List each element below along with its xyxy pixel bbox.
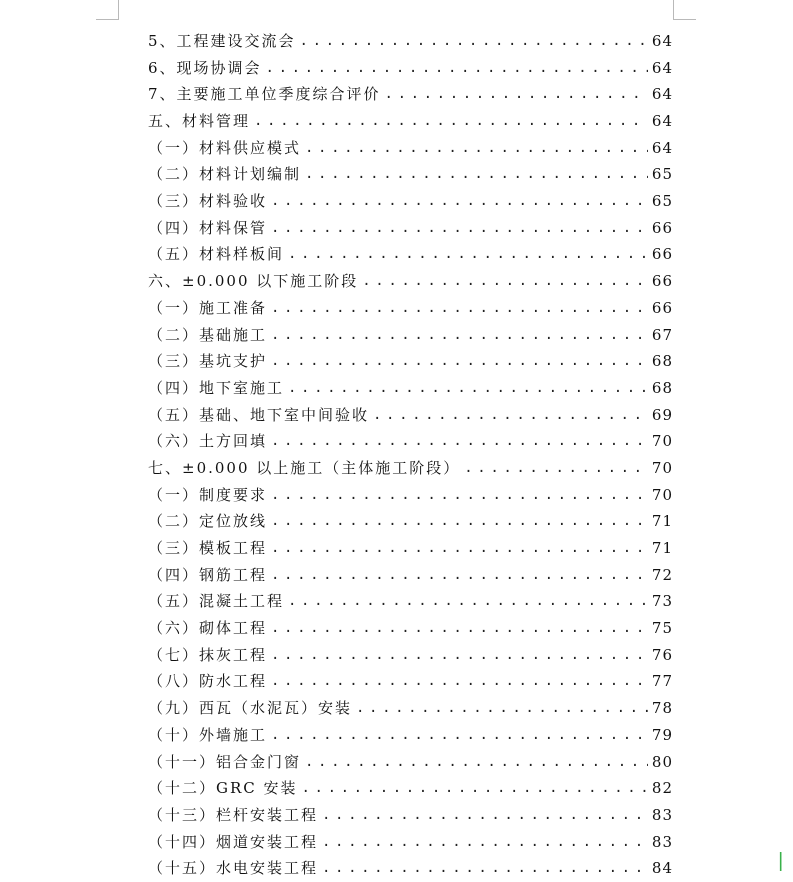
toc-leader-dots xyxy=(305,135,648,162)
toc-entry[interactable] xyxy=(148,749,673,776)
toc-entry-title: （一）施工准备 xyxy=(148,298,268,317)
toc-entry-page-number: 72 xyxy=(651,565,673,584)
toc-entry-page-number: 66 xyxy=(651,298,673,317)
toc-leader-dots xyxy=(271,482,648,509)
toc-entry-page-number: 73 xyxy=(651,592,673,611)
toc-leader-dots xyxy=(300,28,648,55)
toc-entry[interactable] xyxy=(148,188,673,215)
toc-entry[interactable] xyxy=(148,81,673,108)
toc-leader-dots xyxy=(254,108,648,135)
toc-entry-page-number: 68 xyxy=(651,378,673,397)
toc-entry[interactable] xyxy=(148,642,673,669)
toc-entry-page-number: 71 xyxy=(651,539,673,558)
toc-leader-dots xyxy=(288,242,648,269)
toc-entry[interactable] xyxy=(148,348,673,375)
toc-entry-page-number: 82 xyxy=(651,779,673,798)
toc-entry[interactable] xyxy=(148,28,673,55)
toc-entry-title: （四）材料保管 xyxy=(148,218,268,237)
toc-entry-title: 七、±0.000 以上施工（主体施工阶段） xyxy=(148,458,461,477)
scroll-indicator-icon: ▏ xyxy=(780,852,793,871)
toc-entry-page-number: 70 xyxy=(651,485,673,504)
toc-entry-page-number: 76 xyxy=(651,645,673,664)
toc-leader-dots xyxy=(322,829,648,856)
toc-entry-title: （九）西瓦（水泥瓦）安装 xyxy=(148,699,353,718)
toc-leader-dots xyxy=(271,642,648,669)
toc-entry-title: （二）基础施工 xyxy=(148,325,268,344)
toc-entry-title: （五）混凝土工程 xyxy=(148,592,285,611)
toc-entry-page-number: 70 xyxy=(651,458,673,477)
toc-leader-dots xyxy=(271,188,648,215)
toc-entry-title: （一）制度要求 xyxy=(148,485,268,504)
toc-entry[interactable] xyxy=(148,295,673,322)
toc-entry-page-number: 65 xyxy=(651,165,673,184)
toc-entry-page-number: 70 xyxy=(651,432,673,451)
toc-entry[interactable] xyxy=(148,482,673,509)
toc-entry-title: （十）外墙施工 xyxy=(148,725,268,744)
toc-entry-title: （八）防水工程 xyxy=(148,672,268,691)
toc-entry-page-number: 66 xyxy=(651,272,673,291)
toc-entry-title: 六、±0.000 以下施工阶段 xyxy=(148,272,359,291)
toc-entry-page-number: 80 xyxy=(651,752,673,771)
toc-entry-title: （五）基础、地下室中间验收 xyxy=(148,405,370,424)
table-of-contents xyxy=(148,28,673,882)
toc-leader-dots xyxy=(305,749,648,776)
toc-entry-page-number: 65 xyxy=(651,192,673,211)
toc-entry-title: （四）地下室施工 xyxy=(148,378,285,397)
toc-leader-dots xyxy=(373,402,648,429)
toc-entry-title: （十五）水电安装工程 xyxy=(148,859,319,878)
toc-entry[interactable] xyxy=(148,722,673,749)
toc-leader-dots xyxy=(288,375,648,402)
toc-entry-page-number: 69 xyxy=(651,405,673,424)
toc-entry[interactable] xyxy=(148,268,673,295)
toc-entry[interactable] xyxy=(148,562,673,589)
toc-entry[interactable] xyxy=(148,535,673,562)
toc-entry-page-number: 64 xyxy=(651,138,673,157)
crop-mark-top-right-vertical xyxy=(673,0,674,20)
toc-entry-page-number: 64 xyxy=(651,58,673,77)
toc-entry-page-number: 68 xyxy=(651,352,673,371)
toc-entry-title: （四）钢筋工程 xyxy=(148,565,268,584)
toc-entry-page-number: 83 xyxy=(651,805,673,824)
toc-entry[interactable] xyxy=(148,695,673,722)
toc-leader-dots xyxy=(271,669,648,696)
toc-entry[interactable] xyxy=(148,215,673,242)
toc-entry-page-number: 64 xyxy=(651,112,673,131)
toc-entry[interactable] xyxy=(148,455,673,482)
crop-mark-top-left-vertical xyxy=(118,0,119,20)
toc-leader-dots xyxy=(271,428,648,455)
toc-entry-title: （五）材料样板间 xyxy=(148,245,285,264)
toc-entry-title: （三）材料验收 xyxy=(148,192,268,211)
toc-entry[interactable] xyxy=(148,55,673,82)
toc-entry-page-number: 79 xyxy=(651,725,673,744)
toc-entry-page-number: 67 xyxy=(651,325,673,344)
toc-entry-title: （一）材料供应模式 xyxy=(148,138,302,157)
toc-leader-dots xyxy=(322,802,648,829)
toc-entry-title: （十三）栏杆安装工程 xyxy=(148,805,319,824)
toc-leader-dots xyxy=(266,55,648,82)
toc-entry-title: （二）定位放线 xyxy=(148,512,268,531)
toc-entry[interactable] xyxy=(148,588,673,615)
toc-entry-page-number: 77 xyxy=(651,672,673,691)
toc-entry-page-number: 71 xyxy=(651,512,673,531)
crop-mark-top-right-horizontal xyxy=(673,19,696,20)
toc-entry-page-number: 78 xyxy=(651,699,673,718)
toc-leader-dots xyxy=(271,348,648,375)
toc-entry[interactable] xyxy=(148,108,673,135)
toc-entry[interactable] xyxy=(148,428,673,455)
toc-leader-dots xyxy=(385,81,648,108)
toc-leader-dots xyxy=(271,215,648,242)
toc-entry[interactable] xyxy=(148,855,673,882)
toc-leader-dots xyxy=(271,322,648,349)
toc-leader-dots xyxy=(302,775,648,802)
toc-entry-title: （十二）GRC 安装 xyxy=(148,779,298,798)
toc-leader-dots xyxy=(305,161,648,188)
toc-leader-dots xyxy=(322,855,648,882)
toc-entry[interactable] xyxy=(148,775,673,802)
toc-entry-page-number: 83 xyxy=(651,832,673,851)
toc-leader-dots xyxy=(271,615,648,642)
toc-entry[interactable] xyxy=(148,375,673,402)
toc-entry[interactable] xyxy=(148,669,673,696)
toc-entry-page-number: 64 xyxy=(651,85,673,104)
toc-leader-dots xyxy=(356,695,648,722)
toc-leader-dots xyxy=(362,268,648,295)
toc-entry[interactable] xyxy=(148,508,673,535)
toc-entry[interactable] xyxy=(148,242,673,269)
toc-leader-dots xyxy=(271,295,648,322)
toc-entry-page-number: 84 xyxy=(651,859,673,878)
toc-entry-page-number: 75 xyxy=(651,619,673,638)
toc-entry-title: （二）材料计划编制 xyxy=(148,165,302,184)
toc-entry-title: （三）模板工程 xyxy=(148,539,268,558)
toc-leader-dots xyxy=(271,722,648,749)
toc-entry-title: （六）土方回填 xyxy=(148,432,268,451)
toc-entry[interactable] xyxy=(148,615,673,642)
toc-entry-title: （十四）烟道安装工程 xyxy=(148,832,319,851)
toc-entry-title: 五、材料管理 xyxy=(148,112,251,131)
toc-entry[interactable] xyxy=(148,161,673,188)
toc-entry[interactable] xyxy=(148,135,673,162)
toc-entry-title: （十一）铝合金门窗 xyxy=(148,752,302,771)
toc-entry[interactable] xyxy=(148,402,673,429)
toc-entry[interactable] xyxy=(148,829,673,856)
toc-entry-title: （六）砌体工程 xyxy=(148,619,268,638)
toc-entry-title: 7、主要施工单位季度综合评价 xyxy=(148,85,381,104)
toc-leader-dots xyxy=(271,508,648,535)
toc-leader-dots xyxy=(464,455,648,482)
toc-entry-title: （三）基坑支护 xyxy=(148,352,268,371)
toc-leader-dots xyxy=(271,535,648,562)
toc-leader-dots xyxy=(288,588,648,615)
toc-entry-page-number: 66 xyxy=(651,245,673,264)
toc-entry-page-number: 66 xyxy=(651,218,673,237)
toc-entry[interactable] xyxy=(148,802,673,829)
toc-leader-dots xyxy=(271,562,648,589)
toc-entry[interactable] xyxy=(148,322,673,349)
crop-mark-top-left-horizontal xyxy=(96,19,119,20)
toc-entry-page-number: 64 xyxy=(651,31,673,50)
toc-entry-title: 6、现场协调会 xyxy=(148,58,262,77)
toc-entry-title: （七）抹灰工程 xyxy=(148,645,268,664)
toc-entry-title: 5、工程建设交流会 xyxy=(148,31,296,50)
